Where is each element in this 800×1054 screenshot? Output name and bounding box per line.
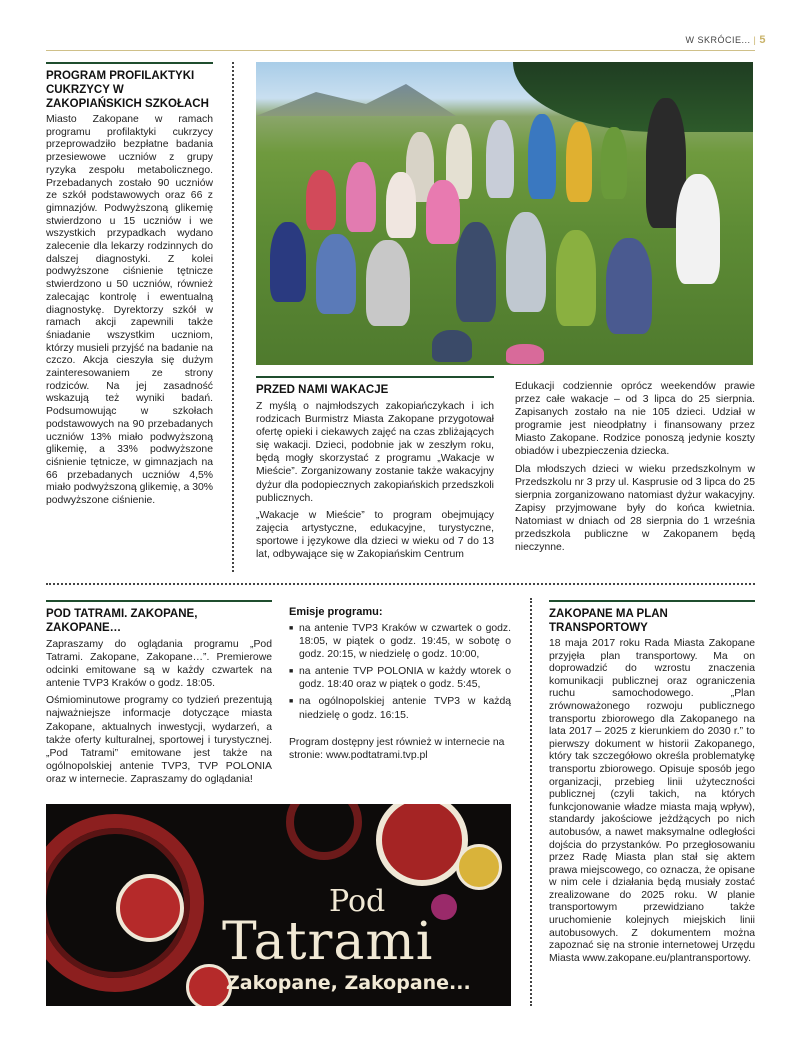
column-divider [232,62,234,572]
article-paragraph: 18 maja 2017 roku Rada Miasta Zakopane przyjęła plan transportowy. Ma on doprowadzić do wzrostu znaczenia komunikacji publicznej oraz ograniczenia ruchu samochodowego. „Plan zrównoważonego rozwoju publicznego transportu zbiorowego dla Zakopanego na lata 2017 – 2025 z kierunkiem do 2030 r.” to pierwszy dokument w historii Zakopanego, który tak szczegółowo określa problematykę transportu zbiorowego. Opisuje sposób jego organizacji, przebieg linii użyteczności publicznej (czyli takich, na których funkcjonowanie władze miasta mają wpływ), standardy jakościowe jeżdżących po nich autobusów, a nawet maksymalne odległości dojścia do przystanków. Po przegłosowaniu przez Radę Miasta plan stał się aktem prawa miejscowego, co oznacza, że opisane w nim cele i działania będą musiały zostać zrealizowane do 2025 roku. W planie transportowym przewidziano także uruchomienie kolejnych miejskich linii autobusowych. Z dokumentem można zapoznać się na stronie internetowej Urzędu Miasta www.zakopane.eu/plantransportowy. [549,638,755,964]
folk-ornament [431,894,457,920]
article-pod-tatrami [46,600,272,790]
article-wakacje-col1 [256,376,494,565]
child-figure [601,127,627,199]
section-divider [46,583,755,585]
section-name: W SKRÓCIE... [685,35,751,45]
article-wakacje-col2 [515,380,755,558]
article-title: PRZED NAMI WAKACJE [256,384,389,396]
folk-ornament [456,844,502,890]
article-title: ZAKOPANE MA PLAN TRANSPORTOWY [549,608,668,634]
article-transport [549,600,755,969]
article-title: POD TATRAMI. ZAKOPANE, ZAKOPANE… [46,608,198,634]
article-paragraph: Miasto Zakopane w ramach programu profilaktyki cukrzycy przeprowadziło bezpłatne badania przesiewowe uczniów z grupy ryzyka zespołu metabolicznego. Przebadanych zostało 90 uczniów ze szkół podstawowych oraz 66 z gimnazjów. Podwyższoną glikemię stwierdzono u 15 uczniów i we wszystkich przypadkach wydano zalecenie dla lekarzy rodzinnych do dalszej diagnostyki. Z kolei podwyższone ciśnienie tętnicze stwierdzono u 50 uczniów, również zalecając kontrolę i ewentualną diagnostykę. Dyrektorzy szkół w ramach akcji zapewnili także śniadanie wszystkim uczniom, którzy musieli przyjść na badanie na czczo. Akcja cieszyła się dużym zainteresowaniem ze strony rodziców. Na jej zasadność wskazują też wyniki badań. Podsumowując w szkołach podstawowych na 90 przebadanych uczniów 13% miało podwyższoną glikemię, a 33% podwyższone ciśnienie tętnicze, w gimnazjach na 66 przebadanych uczniów 4,5% miało podwyższoną glikemię, a 30% podwyższone ciśnienie. [46,114,213,507]
emisje-title: Emisje programu: [289,606,383,618]
article-cukrzyca [46,62,213,512]
child-figure [506,212,546,312]
article-paragraph: Zapraszamy do oglądania programu „Pod Tatrami. Zakopane, Zakopane…”. Premierowe odcinki emitowane są w każdy czwartek na antenie TVP3 Kraków o godz. 18:05. [46,639,272,690]
child-figure [456,222,496,322]
emisje-box [289,605,511,766]
child-figure [486,120,514,198]
backpack [432,330,472,362]
child-figure [386,172,416,238]
child-figure [426,180,460,244]
emisje-item: ■ na antenie TVP POLONIA w każdy wtorek o godz. 18:40 oraz w piątek o godz. 5:45, [289,665,511,691]
running-header [686,34,766,46]
child-figure [556,230,596,326]
article-title: PROGRAM PROFILAKTYKI CUKRZYCY W ZAKOPIAŃSKICH SZKOŁACH [46,70,209,110]
child-figure [366,240,410,326]
child-figure [306,170,336,230]
child-figure [270,222,306,302]
child-figure [316,234,356,314]
header-separator: | [753,35,757,45]
article-paragraph: Ośmiominutowe programy co tydzień prezentują najważniejsze informacje dotyczące miasta Zakopane, aktualnych inwestycji, wydarzeń, a także oferty kulturalnej, sportowej i turystycznej. „Pod Tatrami” emitowane jest także na ogólnopolskiej antenie TVP3, TVP POLONIA oraz w internecie. Zapraszamy do oglądania! [46,695,272,785]
children-group-photo [256,62,753,365]
article-topbar [256,376,494,378]
article-paragraph: Z myślą o najmłodszych zakopiańczykach i ich rodzicach Burmistrz Miasta Zakopane przygotował ofertę opieki i ciekawych zajęć na czas zbliżających się wakacji. Dzieci, podobnie jak w zeszłym roku, będą mogły skorzystać z programu „Wakacje w Mieście”. Zorganizowany zostanie także wakacyjny dyżur dla podopiecznych zakopiańskich przedszkoli publicznych. [256,401,494,504]
child-figure [606,238,652,334]
child-figure [346,162,376,232]
article-topbar [549,600,755,602]
article-paragraph: Dla młodszych dzieci w wieku przedszkolnym w Przedszkolu nr 3 przy ul. Kasprusie od 3 lipca do 25 sierpnia zorganizowano natomiast dyżur wakacyjny. Zapisy przyjmowane były do końca kwietnia. Natomiast w dniach od 28 sierpnia do 1 września przedszkola publiczne w Zakopanem będą nieczynne. [515,463,755,554]
folk-ornament [286,804,362,860]
banner-title-tatrami: Tatrami [222,912,434,972]
header-rule [46,50,755,51]
folk-ornament [376,804,468,886]
emisje-item: ■ na antenie TVP3 Kraków w czwartek o godz. 18:05, w piątek o godz. 19:45, w sobotę o godz. 20:15, w niedzielę o godz. 10:00, [289,622,511,661]
column-divider [530,598,532,1006]
backpack [506,344,544,364]
child-figure [566,122,592,202]
banner-title-pod: Pod [329,884,386,919]
article-topbar [46,62,213,64]
folk-ornament [116,874,184,942]
emisje-list [289,622,511,722]
page-number: 5 [759,34,766,46]
article-topbar [46,600,272,602]
banner-subtitle: Zakopane, Zakopane... [226,972,471,994]
child-figure [528,114,556,199]
adult-figure [676,174,720,284]
article-paragraph: „Wakacje w Mieście” to program obejmujący zajęcia artystyczne, edukacyjne, turystyczne, sportowe i językowe dla dzieci w wieku od 7 do 13 lat, odbywające się w Zakopiańskim Centrum [256,509,494,561]
article-paragraph: Edukacji codziennie oprócz weekendów prawie przez całe wakacje – od 3 lipca do 25 sierpnia. Zapisanych zostało na nie 105 dzieci. Udział w programie jest nieodpłatny i finansowany przez Miasto Zakopane. Rodzice ponoszą jedynie koszty obiadów i ubezpieczenia dziecka. [515,381,755,458]
pod-tatrami-banner [46,804,511,1006]
emisje-footer: Program dostępny jest również w internecie na stronie: www.podtatrami.tvp.pl [289,736,505,761]
emisje-item: ■ na ogólnopolskiej antenie TVP3 w każdą niedzielę o godz. 16:15. [289,695,511,721]
mountain-shape [256,76,456,116]
